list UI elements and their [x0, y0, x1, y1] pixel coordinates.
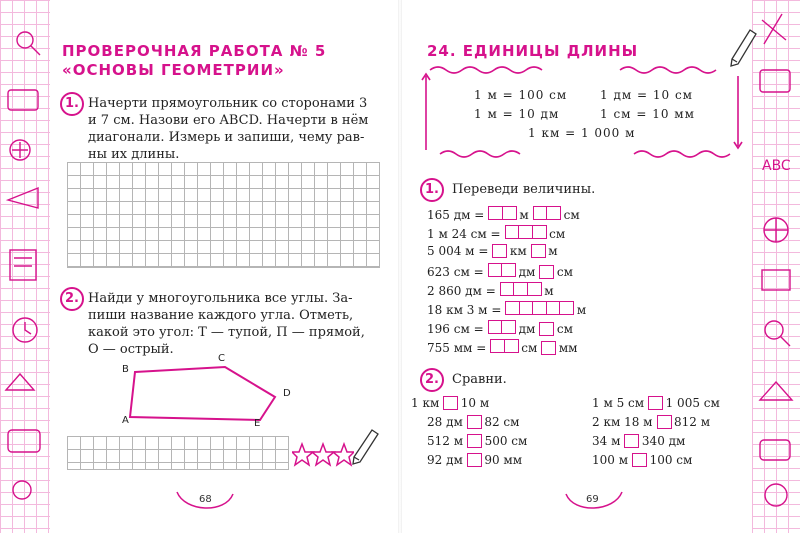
task1-line: Начерти прямоугольник со сторонами 3	[88, 96, 368, 111]
task2-line: пиши название каждого угла. Отметь,	[88, 308, 354, 323]
right-title: 24. ЕДИНИЦЫ ДЛИНЫ	[427, 42, 639, 60]
row-unit: дм	[518, 321, 536, 336]
compare-row	[592, 415, 710, 429]
wavy-border	[420, 62, 750, 162]
convert-row	[427, 206, 580, 223]
compare-a: 28 дм	[427, 415, 463, 429]
row-expr: 165 дм =	[427, 207, 485, 222]
row-unit: км	[509, 244, 527, 258]
task1-text	[88, 95, 368, 163]
row-unit: дм	[518, 264, 536, 279]
row-unit: см	[556, 321, 573, 336]
compare-a: 34 м	[592, 434, 621, 448]
convert-row	[427, 282, 554, 299]
vertex-label-b: B	[122, 364, 129, 375]
compare-b: 500 см	[484, 434, 528, 448]
compare-row	[592, 396, 720, 410]
answer-box[interactable]	[559, 301, 574, 315]
doodle-icons-right	[752, 0, 800, 533]
row-unit: м	[544, 283, 554, 298]
row-unit: м	[576, 302, 587, 317]
answer-box[interactable]	[492, 244, 507, 258]
compare-a: 2 км 18 м	[592, 415, 653, 429]
left-title-line1: ПРОВЕРОЧНАЯ РАБОТА № 5	[62, 42, 327, 60]
row-expr: 623 см =	[427, 264, 484, 279]
polygon-figure	[110, 350, 310, 430]
compare-box[interactable]	[632, 453, 647, 467]
compare-row	[411, 396, 489, 410]
compare-box[interactable]	[467, 434, 482, 448]
row-unit: м	[519, 207, 529, 222]
vertex-label-a: A	[122, 415, 129, 426]
task2-line: О — острый.	[88, 342, 174, 357]
r-task2-number: 2.	[420, 368, 444, 392]
convert-row	[427, 320, 573, 337]
compare-row	[427, 453, 522, 467]
compare-box[interactable]	[467, 415, 482, 429]
row-unit: м	[548, 244, 558, 258]
compare-a: 92 дм	[427, 453, 463, 467]
compare-box[interactable]	[443, 396, 458, 410]
compare-box[interactable]	[648, 396, 663, 410]
compare-row	[427, 415, 519, 429]
svg-text:ABC: ABC	[762, 158, 791, 174]
compare-b: 100 см	[649, 453, 693, 467]
unit-eq: 1 м = 100 см	[474, 88, 568, 102]
stars-icon	[292, 440, 354, 470]
compare-box[interactable]	[467, 453, 482, 467]
r-task1-number: 1.	[420, 178, 444, 202]
compare-b: 10 м	[460, 396, 490, 410]
row-unit: см	[521, 340, 538, 355]
convert-row	[427, 301, 586, 318]
compare-b: 812 м	[674, 415, 711, 429]
row-unit: см	[549, 226, 566, 241]
convert-row	[427, 225, 565, 242]
answer-box[interactable]	[501, 320, 516, 334]
row-unit: см	[556, 264, 573, 279]
answer-box[interactable]	[541, 341, 556, 355]
task1-line: диагонали. Измерь и запиши, чему рав-	[88, 130, 365, 145]
answer-box[interactable]	[527, 282, 542, 296]
row-expr: 755 мм =	[427, 340, 487, 355]
answer-box[interactable]	[501, 263, 516, 277]
answer-box[interactable]	[546, 206, 561, 220]
compare-a: 100 м	[592, 453, 629, 467]
convert-row	[427, 263, 573, 280]
answer-box[interactable]	[532, 225, 547, 239]
answer-grid[interactable]	[67, 436, 289, 470]
compare-a: 1 м 5 см	[592, 396, 645, 410]
unit-eq: 1 м = 10 дм	[474, 107, 560, 121]
compare-row	[592, 453, 692, 467]
row-expr: 196 см =	[427, 321, 484, 336]
vertex-label-e: E	[254, 418, 261, 429]
binding-gutter	[398, 0, 402, 533]
task1-line: и 7 см. Назови его ABCD. Начерти в нём	[88, 113, 369, 128]
task2-number: 2.	[60, 287, 84, 311]
answer-box[interactable]	[531, 244, 546, 258]
row-unit: см	[563, 207, 580, 222]
compare-b: 340 дм	[641, 434, 686, 448]
convert-row	[427, 244, 558, 258]
task2-line: Найди у многоугольника все углы. За-	[88, 291, 353, 306]
compare-row	[592, 434, 685, 448]
compare-box[interactable]	[657, 415, 672, 429]
unit-eq: 1 см = 10 мм	[600, 107, 695, 121]
compare-b: 90 мм	[484, 453, 523, 467]
compare-b: 82 см	[484, 415, 520, 429]
compare-a: 512 м	[427, 434, 464, 448]
row-expr: 5 004 м =	[427, 244, 489, 258]
page-number-right: 69	[586, 494, 599, 505]
row-unit: мм	[558, 340, 578, 355]
answer-box[interactable]	[504, 339, 519, 353]
row-expr: 2 860 дм =	[427, 283, 496, 298]
left-title-line2: «ОСНОВЫ ГЕОМЕТРИИ»	[62, 61, 285, 79]
unit-eq: 1 км = 1 000 м	[528, 126, 636, 140]
pencil-icon	[350, 428, 380, 468]
row-expr: 1 м 24 см =	[427, 226, 501, 241]
row-expr: 18 км 3 м =	[427, 302, 502, 317]
answer-box[interactable]	[539, 322, 554, 336]
compare-box[interactable]	[624, 434, 639, 448]
compare-row	[427, 434, 527, 448]
task2-text	[88, 290, 365, 358]
compare-b: 1 005 см	[665, 396, 720, 410]
doodle-icons-left	[0, 0, 50, 533]
answer-box[interactable]	[539, 265, 554, 279]
r-task1-label: Переведи величины.	[452, 182, 596, 197]
convert-row	[427, 339, 578, 356]
compare-a: 1 км	[411, 396, 440, 410]
task2-line: какой это угол: Т — тупой, П — прямой,	[88, 325, 365, 340]
task1-number: 1.	[60, 92, 84, 116]
task1-line: ны их длины.	[88, 147, 180, 162]
r-task2-label: Сравни.	[452, 372, 507, 387]
unit-eq: 1 дм = 10 см	[600, 88, 693, 102]
vertex-label-d: D	[283, 388, 291, 399]
page-number-left: 68	[199, 494, 212, 505]
vertex-label-c: C	[218, 353, 225, 364]
drawing-grid[interactable]	[67, 162, 380, 268]
answer-box[interactable]	[502, 206, 517, 220]
